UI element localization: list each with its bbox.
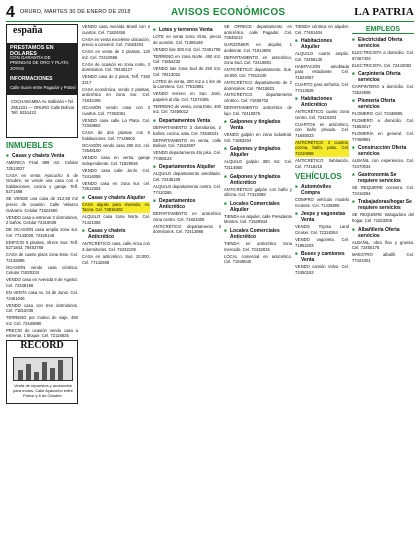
category-heading: EMPLEOS xyxy=(352,27,414,34)
ad-logo: españa xyxy=(13,25,43,36)
classified-ad: SE OFRECE departamento en anticrético, calle Pagador. Cel. 72548213 xyxy=(224,24,292,41)
classified-list xyxy=(6,141,78,339)
classified-ad: ANTICRÉTICO departamento 3 dormitorios. Cel. 72413986 xyxy=(153,223,221,235)
classified-ad: VENDO casa de 2 pisos, Telf. 7150 3217 xyxy=(82,74,150,85)
classified-ad: ALQUILO departamento amoblado. Cel. 72435109 xyxy=(153,171,221,182)
classified-ad: COMPRO vehículo modelo reciente. Cel. 71426808 xyxy=(295,197,349,208)
classified-ad: TERRENO de venta, zona Este, 400 m2. Cel. 72456012 xyxy=(153,103,221,115)
classified-ad: PLOMERÍA en general. Cel. 77459901 xyxy=(352,130,414,142)
classified-ad: CASA de ocasión en zona norte, 3 dormitorios. Cel. 79445127 xyxy=(82,61,150,73)
category-heading: ■ Albañilería Oferta servicios xyxy=(352,227,414,239)
classified-ad: LOTE en venta zona Vinto, precio de ocasión. Cel. 71485166 xyxy=(153,34,221,45)
ad-record-title: RECORD xyxy=(20,340,64,352)
classified-ad: CUARTOS en anticrético, con baño privado. Cel. 71845023 xyxy=(295,121,349,138)
classified-ad: DEPARTAMENTO anticrético de lujo. Cel. 72410875 xyxy=(224,105,292,116)
classified-ad: PRECIO de ocasión vendo casa a estrenar, 1 bloque. Cel. 72116825 xyxy=(6,327,78,339)
classified-ad: EN VENTA casa Av. 24 de Junio. Cel. 72451046 xyxy=(6,289,78,301)
classified-list xyxy=(295,24,349,275)
category-heading: ■ Buses y camiones Venta xyxy=(295,251,349,263)
classified-ad: CASA en venta Ayacucho 6 de Octubre, se vende una casa con 4 habitaciones, cocina y garaje. Telf. 5271488 xyxy=(6,172,78,195)
column-1 xyxy=(6,24,78,540)
classified-ad: VENDO Toyota Land Cruiser. Cel. 72318264 xyxy=(295,224,349,236)
category-heading: ■ Casas y chalets Anticrético xyxy=(82,228,150,240)
classified-ad: VENDO casa en Avenida 6 de Agosto. Cel. 72348166 xyxy=(6,277,78,288)
category-heading: ■ Galpones y tinglados Anticrético xyxy=(224,174,292,186)
classified-ad: PLOMERO a domicilio. Cel. 71853017 xyxy=(352,118,414,129)
section-title: AVISOS ECONÓMICOS xyxy=(171,7,286,18)
classified-ad: VENDO camión Volvo. Cel. 72450163 xyxy=(295,264,349,275)
classified-ad: AMÉRICA Final 889 m2. Celular 72513027 xyxy=(6,160,78,171)
ad-box-record xyxy=(6,340,78,404)
classified-ad: TIENDA céntrica en alquiler. Cel. 77461404 xyxy=(295,24,349,35)
ad-box-pawn xyxy=(6,24,78,138)
category-heading: ■ Locales Comerciales Alquiler xyxy=(224,201,292,213)
category-heading: ■ Casas y chalets Alquiler xyxy=(82,195,150,201)
classified-ad: ANTICRÉTICO cuarto zona centro. Cel. 72416304 xyxy=(295,109,349,120)
classified-ad: ANTICRÉTICO departamento céntrico. Cel. 71836702 xyxy=(224,92,292,104)
classified-ad: CASA en anticrético, Sus. 20.000. Cel. 77142506 xyxy=(82,254,150,265)
classified-ad: DEPARTAMENTO en anticrético, zona Sud. Cel. 72416801 xyxy=(224,54,292,66)
classified-ad: VENDO casa Avenida Brasil con 4 cuartos. Cel. 71824456 xyxy=(82,24,150,35)
ad-band-title-2: INFORMACIONES xyxy=(10,76,53,82)
ad-record-caption: Venta de repuestos y accesorios para motos. Calle Ayacucho entre Potosí y 6 de Octubre. xyxy=(13,383,73,399)
classified-ad: ALQUILO departamento centro. Cel. 77410265 xyxy=(153,183,221,195)
classified-ad: VENDO casa en venta, garaje independiente. Cel. 71829046 xyxy=(82,155,150,166)
classified-ad: ANTICRÉTICO habitación. Cel. 77418215 xyxy=(295,158,349,169)
classified-ad: ALBAÑIL con experiencia. Cel. 72470034 xyxy=(352,158,414,169)
classified-ad: ANTICRÉTICO departamento de 2 dormitorios. Cel. 79415623 xyxy=(224,79,292,91)
classified-ad: MAESTRO albañil. Cel. 77424301 xyxy=(352,252,414,263)
classified-ad: DEPARTAMENTO en venta, calle Bolívar. Cel. 71524907 xyxy=(153,137,221,149)
ad-band-title: PRESTAMOS EN DOLARES xyxy=(10,45,54,57)
classified-ad: TERRENO en zona Norte, 450 m2. Cel. 71854232 xyxy=(153,53,221,65)
classified-ad: PLOMERO. Cel. 72436605 xyxy=(352,111,403,117)
classified-ad: VENDO vagoneta. Cel. 71852203 xyxy=(295,237,349,248)
classified-ad: OCASIÓN vendo casa céntrica. Celular 71820234 xyxy=(6,264,78,276)
newspaper-logo: LA PATRIA xyxy=(354,6,414,18)
classified-ad: VENDO casa calle Junín. Cel. 72414058 xyxy=(82,167,150,179)
category-heading: ■ Locales Comerciales Anticrético xyxy=(224,228,292,240)
category-heading: ■ Gastronomía Se requiere servicios xyxy=(352,172,414,184)
classified-ad: CASA de dos plantas con 6 habitaciones. Cel. 77145602 xyxy=(82,130,150,141)
classified-ad: DEPARTAMENTO 3 dormitorios, 2 baños, cocina, sala. Cel. 72548341 xyxy=(153,125,221,136)
classified-list xyxy=(224,24,292,265)
classified-ad: ANTICRÉTICO casa, calle Arica con 3 dormitorios. Cel. 72432109 xyxy=(82,241,150,253)
classified-ad: VENDO galpón en zona industrial. Cel. 71853204 xyxy=(224,132,292,143)
category-heading: ■ Casas y chalets Venta xyxy=(6,153,78,159)
classified-ad: VENDO casa a estrenar 3 dormitorios, 2 baños. Celular 72419038 xyxy=(6,214,78,226)
ad-band xyxy=(7,43,77,95)
classified-ad: ELECTRICISTA. Cel. 72442082 xyxy=(352,62,412,68)
classified-ad: OCASIÓN vendo casa con 3 cuartos. Cel. 77452081 xyxy=(82,105,150,116)
category-heading: INMUEBLES xyxy=(6,141,54,150)
category-heading: ■ Carpintería Oferta servicios xyxy=(352,71,414,83)
classified-ad: TIENDA en alquiler, calle Presidente Montes. Cel. 71528944 xyxy=(224,213,292,225)
column-4 xyxy=(224,24,292,540)
classified-ad: ALBAÑIL, obra fina y gruesa. Cel. 72450176 xyxy=(352,239,414,251)
classified-ad: ANTICRÉTICO 3 cuartos, cocina, baño, patio. Cel. 72410698 xyxy=(295,139,349,157)
ad-band-text: CON GARANTÍA DE PRENDAS DE ORO Y PLATA, JOYAS xyxy=(10,55,70,71)
category-heading: ■ Departamentos Anticrético xyxy=(153,198,221,210)
category-heading: ■ Plomería Oferta servicios xyxy=(352,98,414,110)
column-6 xyxy=(352,24,414,540)
issue-date: ORURO, MARTES 30 DE ENERO DE 2018 xyxy=(20,9,131,15)
category-heading: ■ Departamentos Venta xyxy=(153,118,221,124)
ad-band-text-2: Calle Sucre entre Pagador y Potosí xyxy=(10,85,76,90)
category-heading: ■ Habitaciones Alquiler xyxy=(295,38,349,50)
classified-ad: VENDO casa en zona sur, cel. 72512304 xyxy=(82,180,150,192)
classified-list xyxy=(352,27,414,263)
classified-ad: SE VENDE una casa de 212,50 m2 precio de ocasión. Calle Velasco Galvarro. Celular 71824560 xyxy=(6,196,78,213)
masthead-rule xyxy=(6,21,414,22)
classified-ad: VENDO lote zona Sud de 250 m2. Cel. 78413022 xyxy=(153,66,221,77)
category-heading: ■ Departamentos Alquiler xyxy=(153,164,221,170)
classified-ad: DEPARTAMENTO en anticrético zona centro. Cel. 71823405 xyxy=(153,211,221,222)
classified-ad: EDIFICIO 5 plantas, ofrece Sus. Telf. 5271843, 79453768 xyxy=(6,239,78,251)
category-heading: ■ Habitaciones Anticrético xyxy=(295,96,349,108)
classified-ad: ALQUILO cuarto amplio. Cel. 72458130 xyxy=(295,51,349,62)
classified-ad: SE REQUIERE trabajadora del hogar. Cel. 71823306 xyxy=(352,212,414,224)
classified-ad: SE REQUIERE cocinera. Cel. 72418254 xyxy=(352,185,414,196)
classified-ad: LOCAL comercial en anticrético. Cel. 71826540 xyxy=(224,253,292,265)
classified-ad: CASA de cuatro pisos zona Este. Cel. 72148395 xyxy=(6,252,78,263)
classified-ad: VENDO casa calle La Plata. Cel. 72348902 xyxy=(82,117,150,129)
classified-ad: HABITACIÓN amoblada para estudiante. Cel. 71824067 xyxy=(295,63,349,80)
masthead xyxy=(6,6,414,20)
classified-list xyxy=(82,24,150,265)
classified-ad: CASA económica, vendo 2 plantas, anticrético en zona Sur. Cel. 71832406 xyxy=(82,86,150,104)
category-heading: ■ Trabajadoras/hogar Se requiere servicios xyxy=(352,199,414,211)
column-5 xyxy=(295,24,349,540)
classified-list xyxy=(153,27,221,235)
classified-ad: CARPINTERO a domicilio. Cel. 72524605 xyxy=(352,84,414,95)
column-3 xyxy=(153,24,221,540)
category-heading: ■ Galpones y tinglados Venta xyxy=(224,119,292,131)
classified-ad: VENDO departamento 4to piso. Cel. 77458123 xyxy=(153,150,221,161)
classified-ad: GARZONIER en alquiler, 1 ambiente. Cel. 71814506 xyxy=(224,42,292,53)
classified-ad: VENDO terreno en San José, papeles al día. Cel. 71574405 xyxy=(153,91,221,102)
classified-ad: TIENDA en anticrético zona mercado. Cel. 72432815 xyxy=(224,241,292,252)
category-heading: ■ Automóviles Compra xyxy=(295,184,349,196)
classified-ad: DE OCASIÓN casa amplia zona sur. Cel. 77143026, 72425146 xyxy=(6,227,78,238)
page-number: 4 xyxy=(6,4,15,21)
classified-ad: ALQUILO galpón 350 m2. Cel. 72114560 xyxy=(224,159,292,171)
column-2 xyxy=(82,24,150,540)
classified-ad: CASA en venta de 2 plantas, 120 m2. Cel. 72410558 xyxy=(82,49,150,60)
classified-ad: ELECTRICISTA a domicilio. Cel. 67467403 xyxy=(352,50,414,61)
classified-ad: LOTES de venta, 200 m2 a 1 km de la carretera. Cel. 77532881 xyxy=(153,78,221,90)
classified-ad: ANTICRÉTICO galpón con baño y oficina. Cel. 77412086 xyxy=(224,186,292,198)
category-heading: ■ Construcción Oferta servicios xyxy=(352,145,414,157)
classified-ad: ANTICRÉTICO departamento, Sus. 18.000. Cel. 77812340 xyxy=(224,67,292,78)
classified-ad: ALQUILO casa zona Norte. Cel. 71421056 xyxy=(82,214,150,225)
category-heading: VEHÍCULOS xyxy=(295,172,342,182)
ad-record-image xyxy=(13,357,73,381)
classified-ad: CUARTO para señorita. Cel. 77413526 xyxy=(295,81,349,93)
category-heading: ■ Lotes y terrenos Venta xyxy=(153,27,221,33)
classified-ad: VENDO lote 300 m2. Cel. 72451708 xyxy=(153,46,221,52)
ad-footer: COCHABAMBA Av. Ballivián • Tel. 2551231 — ORURO Calle Bolívar Telf. 5251422 xyxy=(11,99,75,116)
classified-ad: CASA en venta excelente ubicación, precio a convenir. Cel. 71563204 xyxy=(82,36,150,48)
classified-ad: CASA alquilo para vivienda, Av. Tacna. Cel. 73816402 xyxy=(82,201,150,213)
classified-ad: OCASIÓN vendo casa 280 m2, cel. 72548100 xyxy=(82,142,150,154)
classified-ad: VENDO casa con tres dormitorios. Cel. 71812036 xyxy=(6,302,78,314)
category-heading: ■ Electricidad Oferta servicios xyxy=(352,37,414,49)
category-heading: ■ Jeeps y vagonetas Venta xyxy=(295,211,349,223)
category-heading: ■ Galpones y tinglados Alquiler xyxy=(224,146,292,158)
classified-ad: TERRENO por motivo de viaje, 450 m2. Cel. 72445890 xyxy=(6,315,78,326)
